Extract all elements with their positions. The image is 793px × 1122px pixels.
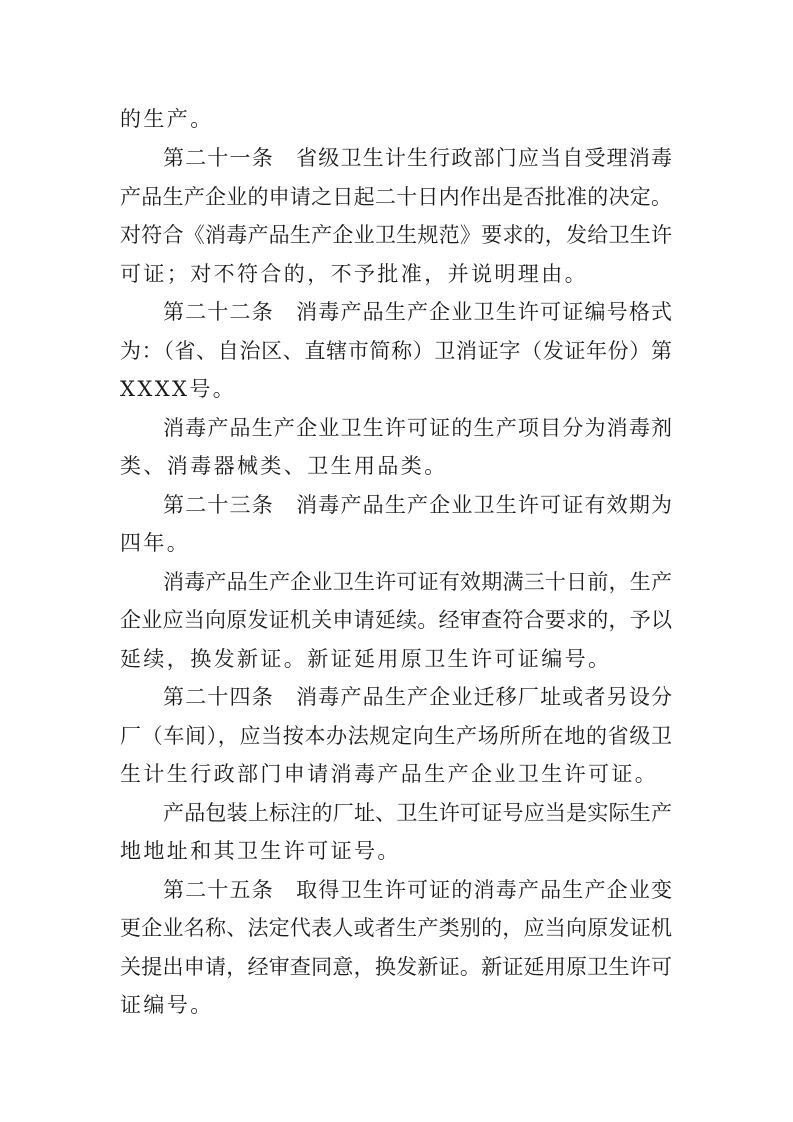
text-line: 类、消毒器械类、卫生用品类。 [120,454,448,478]
text-line: 产品包装上标注的厂址、卫生许可证号应当是实际生产 [163,801,672,825]
article-24-heading-line: 第二十四条 消毒产品生产企业迁移厂址或者另设分 [163,685,672,709]
text-line: XXXX号。 [120,377,237,401]
text-line: 企业应当向原发证机关申请延续。经审查符合要求的，予以 [120,608,672,632]
text-line: 对符合《消毒产品生产企业卫生规范》要求的，发给卫生许 [120,223,672,247]
text-line: 四年。 [120,531,191,555]
text-line: 厂（车间），应当按本办法规定向生产场所所在地的省级卫 [120,724,672,748]
article-22-heading-line: 第二十二条 消毒产品生产企业卫生许可证编号格式 [163,300,672,324]
text-line: 为：（省、自治区、直辖市简称）卫消证字（发证年份）第 [120,339,672,363]
article-23-heading-line: 第二十三条 消毒产品生产企业卫生许可证有效期为 [163,493,672,517]
text-line: 可证；对不符合的，不予批准，并说明理由。 [120,262,588,286]
text-line: 的生产。 [120,107,214,131]
text-line: 证编号。 [120,993,214,1017]
text-line: 消毒产品生产企业卫生许可证有效期满三十日前，生产 [163,570,672,594]
text-line: 消毒产品生产企业卫生许可证的生产项目分为消毒剂 [163,416,672,440]
article-25-heading-line: 第二十五条 取得卫生许可证的消毒产品生产企业变 [163,878,672,902]
text-line: 地地址和其卫生许可证号。 [120,839,401,863]
text-line: 更企业名称、法定代表人或者生产类别的，应当向原发证机 [120,916,672,940]
text-line: 关提出申请，经审查同意，换发新证。新证延用原卫生许可 [120,955,672,979]
article-21-heading-line: 第二十一条 省级卫生计生行政部门应当自受理消毒 [163,146,672,170]
text-line: 生计生行政部门申请消毒产品生产企业卫生许可证。 [120,762,659,786]
text-line: 产品生产企业的申请之日起二十日内作出是否批准的决定。 [120,185,672,209]
text-line: 延续，换发新证。新证延用原卫生许可证编号。 [120,647,612,671]
